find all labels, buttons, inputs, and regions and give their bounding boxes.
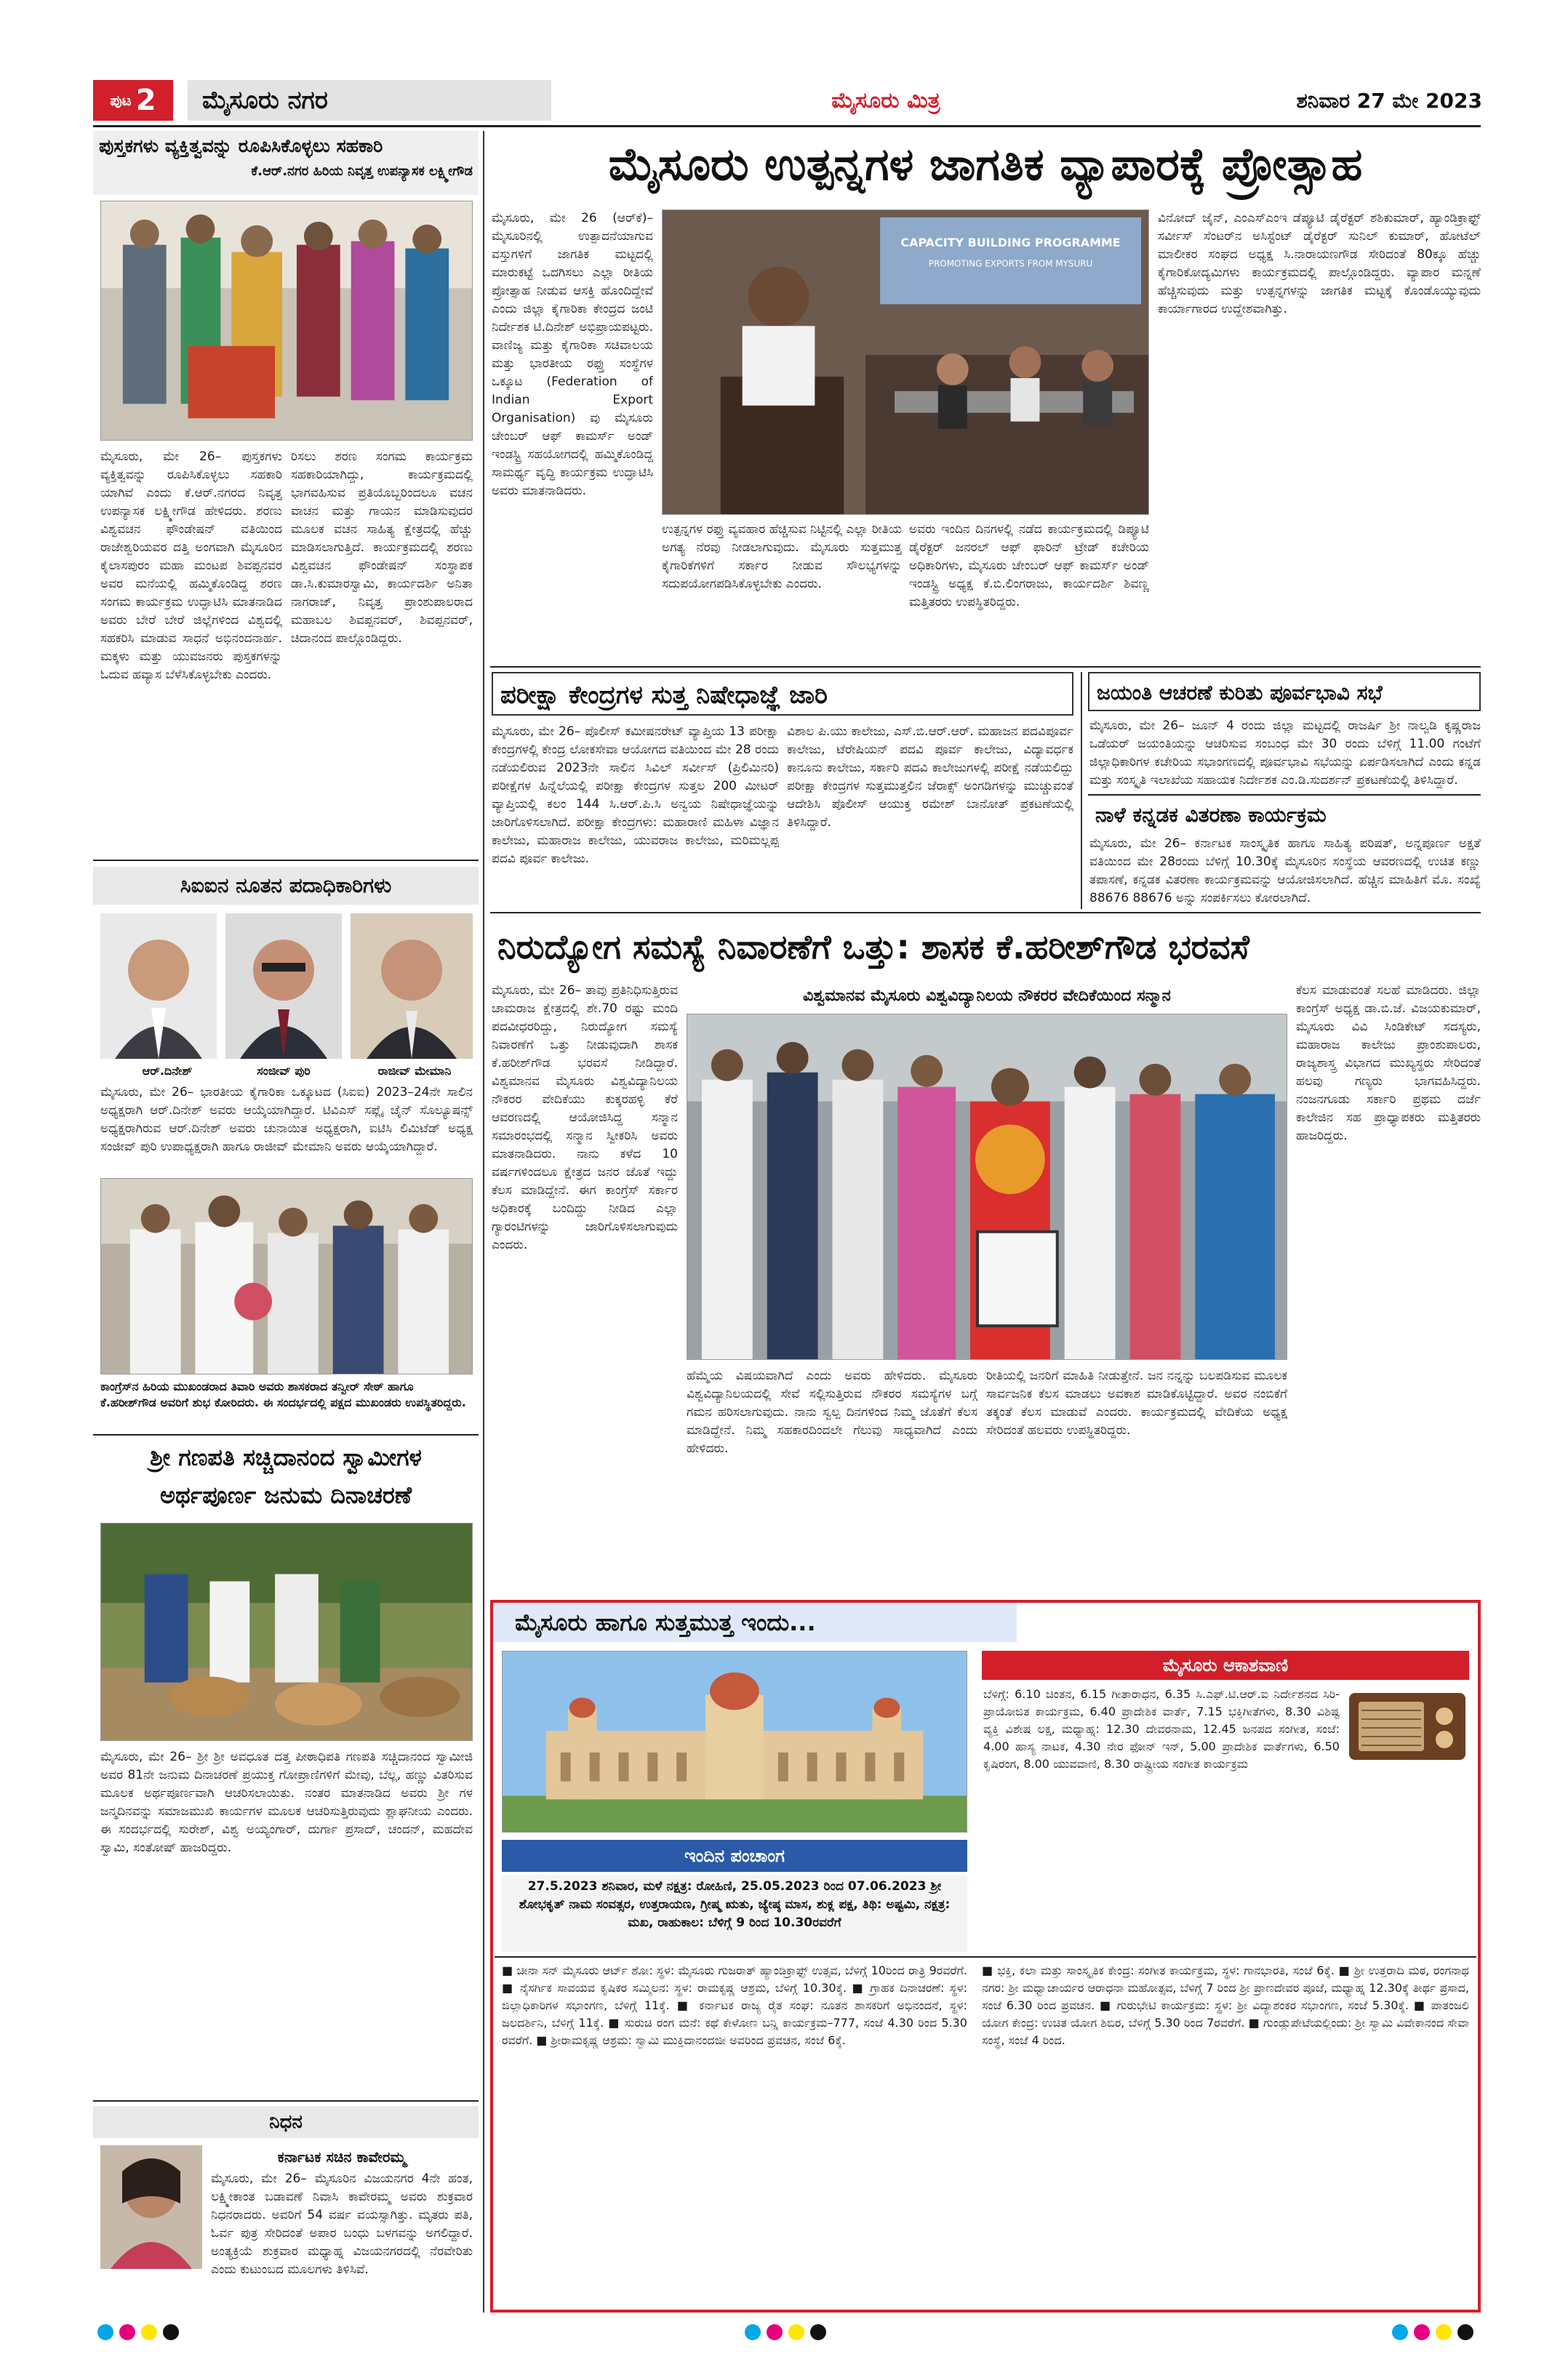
radio-heading-box [982, 1651, 1469, 1680]
mla-col2: ಹೆಮ್ಮೆಯ ವಿಷಯವಾಗಿದೆ ಎಂದು ಅವರು ಹೇಳಿದರು. ಮೈಸೂರು ವಿಶ್ವವಿದ್ಯಾನಿಲಯದಲ್ಲಿ ಸೇವೆ ಸಲ್ಲಿಸುತ್ತಿರುವ ನೌಕರರ ಸಮಸ್ಯೆಗಳ ಬಗ್ಗೆ ಗಮನ ಹರಿಸಲಾಗುವುದು. ನಾನು ಸ್ವಲ್ಪ ದಿನಗಳಿಂದ ನಿಮ್ಮ ಜೊತೆಗೆ ಕೆಲಸ ಮಾಡಿದ್ದೇನೆ. ನಿಮ್ಮ ಸಹಕಾರದಿಂದಲೇ ಗೆಲುವು ಸಾಧ್ಯವಾಗಿದೆ ಎಂದು ಹೇಳಿದರು. [687, 1369, 977, 1456]
portrait-sanjiv-puri [225, 913, 342, 1059]
events-left: ■ ಚೀನಾ ಸನ್ ಮೈಸೂರು ಆರ್ಟ್ ಶೋ: ಸ್ಥಳ: ಮೈಸೂರು ಗುಜರಾತ್ ಹ್ಯಾಂಡಿಕ್ರಾಫ್ಟ್ ಉತ್ಸವ, ಬೆಳಿಗ್ಗೆ 10ರಿಂದ ರಾತ್ರಿ 9ರವರೆಗೆ. ■ ನೈಸರ್ಗಿಕ ಸಾವಯವ ಕೃಷಿಕರ ಸಮ್ಮಿಲನ: ಸ್ಥಳ: ರಾಮಕೃಷ್ಣ ಆಶ್ರಮ, ಬೆಳಿಗ್ಗೆ 10.30ಕ್ಕೆ. ■ ಗ್ರಾಹಕ ದಿನಾಚರಣೆ: ಸ್ಥಳ: ಜಿಲ್ಲಾಧಿಕಾರಿಗಳ ಸಭಾಂಗಣ, ಬೆಳಿಗ್ಗೆ 11ಕ್ಕೆ. ■ ಕರ್ನಾಟಕ ರಾಜ್ಯ ರೈತ ಸಂಘ: ನೂತನ ಶಾಸಕರಿಗೆ ಅಭಿನಂದನೆ, ಸ್ಥಳ: ಜಲದರ್ಶಿನಿ, ಬೆಳಿಗ್ಗೆ 11ಕ್ಕೆ. ■ ಸುರುಚಿ ರಂಗ ಮನೆ: ಕಥೆ ಕೇಳೋಣ ಬನ್ನಿ ಕಾರ್ಯಕ್ರಮ–777, ಸಂಜೆ 4.30 ರಿಂದ 5.30 ರವರೆಗೆ. ■ ಶ್ರೀರಾಮಕೃಷ್ಣ ಆಶ್ರಮ: ಸ್ವಾಮಿ ಮುಕ್ತಿದಾನಂದಜೀ ಅವರಿಂದ ಪ್ರವಚನ, ಸಂಜೆ 6ಕ್ಕೆ. [502, 1963, 967, 2047]
reg-mark-cyan-mid [745, 2324, 761, 2340]
divider-kannadaka [1088, 794, 1481, 796]
reg-mark-black-left [163, 2324, 179, 2340]
radio-icon [1345, 1686, 1469, 1766]
reg-mark-cyan-right [1392, 2324, 1408, 2340]
radio-heading: ಮೈಸೂರು ಆಕಾಶವಾಣಿ [1162, 1655, 1289, 1676]
mla-col3: ರೀತಿಯಲ್ಲಿ ಜನರಿಗೆ ಮಾಹಿತಿ ನೀಡುತ್ತೇನೆ. ಜನ ನನ್ನನ್ನು ಬಲಪಡಿಸುವ ಮೂಲಕ ಸಾರ್ವಜನಿಕ ಕೆಲಸ ಮಾಡಲು ಅವಕಾಶ ಮಾಡಿಕೊಟ್ಟಿದ್ದಾರೆ. ಅವರ ನಂಬಿಕೆಗೆ ತಕ್ಕಂತೆ ಕೆಲಸ ಮಾಡುವೆ ಎಂದರು. ಕಾರ್ಯಕ್ರಮದಲ್ಲಿ ವೇದಿಕೆಯ ಅಧ್ಯಕ್ಷ ಸೇರಿದಂತೆ ಹಲವರು ಉಪಸ್ಥಿತರಿದ್ದರು. [986, 1369, 1287, 1438]
today-divider [495, 1956, 1476, 1958]
reg-mark-black-right [1457, 2324, 1473, 2340]
mla-headline [490, 918, 1481, 976]
divider-left-3 [93, 2100, 479, 2102]
paper-name: ಮೈಸೂರು ಮಿತ್ರ [831, 88, 940, 113]
left-top-col1: ಮೈಸೂರು, ಮೇ 26– ಪುಸ್ತಕಗಳು ವ್ಯಕ್ತಿತ್ವವನ್ನು ರೂಪಿಸಿಕೊಳ್ಳಲು ಸಹಕಾರಿ ಯಾಗಿವೆ ಎಂದು ಕೆ.ಆರ್.ನಗರದ ನಿವೃತ್ತ ಉಪನ್ಯಾಸಕ ಲಕ್ಷ್ಮೀಗೌಡ ಹೇಳಿದರು. ಶರಣು ವಿಶ್ವವಚನ ಫೌಂಡೇಷನ್ ವತಿಯಿಂದ ರಾಜೇಶ್ವರಿಯವರ ದತ್ತಿ ಅಂಗವಾಗಿ ಮೈಸೂರಿನ ಕೈಲಾಸಪುರಂ ಮಹಾ ಮಂಟಪ ಶಿವಪ್ಪನವರ ಅವರ ಮನೆಯಲ್ಲಿ ಹಮ್ಮಿಕೊಂಡಿದ್ದ ಶರಣ ಸಂಗಮ ಕಾರ್ಯಕ್ರಮ ಉದ್ಘಾಟಿಸಿ ಮಾತನಾಡಿದ ಅವರು ಬೇರೆ ಬೇರೆ ಜಿಲ್ಲೆಗಳಿಂದ ವಿಶ್ವದಲ್ಲಿ ಸಹಕರಿಸಿ ಮಾಡುವ ಸಾಧನೆ ಅಭಿನಂದನಾರ್ಹ. ಮಕ್ಕಳು ಮತ್ತು ಯುವಜನರು ಪುಸ್ತಕಗಳನ್ನು ಓದುವ ಹವ್ಯಾಸ ಬೆಳೆಸಿಕೊಳ್ಳಬೇಕು ಎಂದರು. [100, 449, 282, 682]
reg-mark-yellow-left [141, 2324, 157, 2340]
jayanthi-body: ಮೈಸೂರು, ಮೇ 26– ಜೂನ್ 4 ರಂದು ಜಿಲ್ಲಾ ಮಟ್ಟದಲ್ಲಿ ರಾಜರ್ಷಿ ಶ್ರೀ ನಾಲ್ವಡಿ ಕೃಷ್ಣರಾಜ ಒಡೆಯರ್ ಜಯಂತಿಯನ್ನು ಆಚರಿಸುವ ಸಂಬಂಧ ಮೇ 30 ರಂದು ಬೆಳಿಗ್ಗೆ 11.00 ಗಂಟೆಗೆ ಜಿಲ್ಲಾಧಿಕಾರಿಗಳ ಕಚೇರಿಯ ಸಭಾಂಗಣದಲ್ಲಿ ಪೂರ್ವಭಾವಿ ಸಭೆಯನ್ನು ಏರ್ಪಡಿಸಲಾಗಿದೆ ಎಂದು ಕನ್ನಡ ಮತ್ತು ಸಂಸ್ಕೃತಿ ಇಲಾಖೆಯ ಸಹಾಯಕ ನಿರ್ದೇಶಕ ಎಂ.ಡಿ.ಸುದರ್ಶನ್ ಪ್ರಕಟಣೆಯಲ್ಲಿ ತಿಳಿಸಿದ್ದಾರೆ. [1089, 718, 1481, 788]
lead-headline: ಮೈಸೂರು ಉತ್ಪನ್ನಗಳ ಜಾಗತಿಕ ವ್ಯಾಪಾರಕ್ಕೆ ಪ್ರೋತ್ಸಾಹ [608, 137, 1363, 191]
portrait-dinesh [100, 913, 217, 1059]
ganapathi-body: ಮೈಸೂರು, ಮೇ 26– ಶ್ರೀ ಶ್ರೀ ಅವಧೂತ ದತ್ತ ಪೀಠಾಧಿಪತಿ ಗಣಪತಿ ಸಚ್ಚಿದಾನಂದ ಸ್ವಾಮೀಜಿ ಅವರ 81ನೇ ಜನುಮ ದಿನಾಚರಣೆ ಪ್ರಯುಕ್ತ ಗೋಪ್ರಾಣಿಗಳಿಗೆ ಮೇವು, ಬೆಲ್ಲ, ಹಣ್ಣು ವಿತರಿಸುವ ಮೂಲಕ ಅರ್ಥಪೂರ್ಣವಾಗಿ ಆಚರಿಸಲಾಯಿತು. ನಂತರ ಮಾತನಾಡಿದ ಅವರು ಶ್ರೀ ಗಳ ಜನ್ಮದಿನವನ್ನು ಸಮಾಜಮುಖಿ ಕಾರ್ಯಗಳ ಮೂಲಕ ಆಚರಿಸುತ್ತಿರುವುದು ಶ್ಲಾಘನೀಯ ಎಂದರು. ಈ ಸಂದರ್ಭದಲ್ಲಿ ಸುರೇಶ್, ವಿಶ್ವ ಅಯ್ಯಂಗಾರ್, ದುರ್ಗಾ ಪ್ರಸಾದ್, ಚಂದನ್, ಮಹದೇವ ಸ್ವಾಮಿ, ಸಂತೋಷ್ ಹಾಜರಿದ್ದರು. [100, 1750, 473, 1855]
mla-photo-head: ವಿಶ್ವಮಾನವ ಮೈಸೂರು ವಿಶ್ವವಿದ್ಯಾನಿಲಯ ನೌಕರರ ವೇದಿಕೆಯಿಂದ ಸನ್ಮಾನ [803, 987, 1171, 1005]
page-date: ಶನಿವಾರ 27 ಮೇ 2023 [1296, 89, 1482, 113]
banner-line-1: CAPACITY BUILDING PROGRAMME [900, 235, 1121, 249]
kannadaka-headline: ನಾಳೆ ಕನ್ನಡಕ ವಿತರಣಾ ಕಾರ್ಯಕ್ರಮ [1095, 803, 1327, 827]
books-event-photo [100, 201, 473, 441]
masthead-rule [93, 125, 1481, 127]
reg-mark-black-mid [810, 2324, 826, 2340]
reg-mark-yellow-mid [788, 2324, 804, 2340]
cii-heading: ಸಿಐಐನ ನೂತನ ಪದಾಧಿಕಾರಿಗಳು [180, 873, 392, 897]
obit-name: ಕರ್ನಾಟಕ ಸಚಿನ ಕಾವೇರಮ್ಮ [277, 2148, 407, 2166]
lead-conference-photo [662, 209, 1149, 515]
exam-col1: ಮೈಸೂರು, ಮೇ 26– ಪೊಲೀಸ್ ಕಮೀಷನರೇಟ್ ವ್ಯಾಪ್ತಿಯ 13 ಪರೀಕ್ಷಾ ಕೇಂದ್ರಗಳಲ್ಲಿ ಕೇಂದ್ರ ಲೋಕಸೇವಾ ಆಯೋಗದ ವತಿಯಿಂದ ಮೇ 28 ರಂದು ನಡೆಯಲಿರುವ 2023ನೇ ಸಾಲಿನ ಸಿವಿಲ್ ಸರ್ವೀಸ್ (ಪ್ರಿಲಿಮಿನರಿ) ಪರೀಕ್ಷೆಗಳ ಹಿನ್ನೆಲೆಯಲ್ಲಿ ಪರೀಕ್ಷಾ ಕೇಂದ್ರಗಳ ಸುತ್ತಲ 200 ಮೀಟರ್ ವ್ಯಾಪ್ತಿಯಲ್ಲಿ ಕಲಂ 144 ಸಿ.ಆರ್.ಪಿ.ಸಿ ಅನ್ವಯ ನಿಷೇಧಾಜ್ಞೆಯನ್ನು ಜಾರಿಗೊಳಿಸಲಾಗಿದೆ. ಪರೀಕ್ಷಾ ಕೇಂದ್ರಗಳು: ಮಹಾರಾಣಿ ಮಹಿಳಾ ವಿಜ್ಞಾನ ಕಾಲೇಜು, ಮಹಾರಾಜ ಕಾಲೇಜು, ಯುವರಾಜ ಕಾಲೇಜು, ಮರಿಮಲ್ಲಪ್ಪ ಪದವಿ ಪೂರ್ವ ಕಾಲೇಜು. [492, 724, 779, 866]
exam-headline: ಪರೀಕ್ಷಾ ಕೇಂದ್ರಗಳ ಸುತ್ತ ನಿಷೇಧಾಜ್ಞೆ ಜಾರಿ [492, 672, 1073, 716]
left-top-subhead: ಕೆ.ಆರ್.ನಗರ ಹಿರಿಯ ನಿವೃತ್ತ ಉಪನ್ಯಾಸಕ ಲಕ್ಷ್ಮೀಗೌಡ [251, 164, 473, 179]
obit-heading: ನಿಧನ [269, 2111, 303, 2133]
mysuru-today-heading-bar [493, 1603, 1017, 1642]
divider-mid-1 [490, 666, 1481, 668]
congress-caption: ಕಾಂಗ್ರೆಸ್‌ನ ಹಿರಿಯ ಮುಖಂಡರಾದ ತಿವಾರಿ ಅವರು ಶಾಸಕರಾದ ತನ್ವೀರ್ ಸೇಠ್ ಹಾಗೂ ಕೆ.ಹರೀಶ್‌ಗೌಡ ಅವರಿಗೆ ಶುಭ ಕೋರಿದರು. ಈ ಸಂದರ್ಭದಲ್ಲಿ ಪಕ್ಷದ ಮುಖಂಡರು ಉಪಸ್ಥಿತರಿದ್ದರು. [100, 1380, 466, 1409]
left-top-col2: ರಿಸಲು ಶರಣ ಸಂಗಮ ಕಾರ್ಯಕ್ರಮ ಸಹಕಾರಿಯಾಗಿದ್ದು, ಕಾರ್ಯಕ್ರಮದಲ್ಲಿ ಭಾಗವಹಿಸುವ ಪ್ರತಿಯೊಬ್ಬರಿಂದಲೂ ವಚನ ವಾಚನ ಮತ್ತು ಗಾಯನ ಮಾಡಿಸುವುದರ ಮೂಲಕ ವಚನ ಸಾಹಿತ್ಯ ಕ್ಷೇತ್ರದಲ್ಲಿ ಹೆಚ್ಚು ಮಾಡಿಸಲಾಗುತ್ತಿದೆ. ಕಾರ್ಯಕ್ರಮದಲ್ಲಿ ಶರಣು ವಿಶ್ವವಚನ ಫೌಂಡೇಷನ್ ಸಂಸ್ಥಾಪಕ ಡಾ.ಸಿ.ಕುಮಾರಸ್ವಾಮಿ, ಕಾರ್ಯದರ್ಶಿ ಅನಿತಾ ನಾಗರಾಜ್, ನಿವೃತ್ತ ಪ್ರಾಂಶುಪಾಲರಾದ ಮಹಾಬಲ ಶಿವಪ್ಪನವರ್, ಶಿವಪ್ಪನವರ್, ಚಿದಾನಂದ ಪಾಲ್ಗೊಂಡಿದ್ದರು. [291, 449, 473, 646]
events-right: ■ ಭಕ್ತಿ, ಕಲಾ ಮತ್ತು ಸಾಂಸ್ಕೃತಿಕ ಕೇಂದ್ರ: ಸಂಗೀತ ಕಾರ್ಯಕ್ರಮ, ಸ್ಥಳ: ಗಾನಭಾರತಿ, ಸಂಜೆ 6ಕ್ಕೆ. ■ ಶ್ರೀ ಉತ್ತರಾದಿ ಮಠ, ರಂಗನಾಥ ನಗರ: ಶ್ರೀ ಮಧ್ವಾಚಾರ್ಯರ ಆರಾಧನಾ ಮಹೋತ್ಸವ, ಬೆಳಿಗ್ಗೆ 7 ರಿಂದ ಶ್ರೀ ಪ್ರಾಣದೇವರ ಪೂಜೆ, ಮಧ್ಯಾಹ್ನ 12.30ಕ್ಕೆ ತೀರ್ಥ ಪ್ರಸಾದ, ಸಂಜೆ 6.30 ರಿಂದ ಪ್ರವಚನ. ■ ಗುರುಭೇಟಿ ಕಾರ್ಯಕ್ರಮ: ಸ್ಥಳ: ಶ್ರೀ ವಿದ್ಯಾಶಂಕರ ಸಭಾಂಗಣ, ಸಂಜೆ 5.30ಕ್ಕೆ. ■ ಪಾತಂಜಲಿ ಯೋಗ ಕೇಂದ್ರ: ಉಚಿತ ಯೋಗ ಶಿಬಿರ, ಬೆಳಿಗ್ಗೆ 5.30 ರಿಂದ 7ರವರೆಗೆ. ■ ಗುಂಡ್ಲುಪೇಟೆಯಲ್ಲಿಂದು: ಶ್ರೀ ಸ್ವಾಮಿ ವಿವೇಕಾನಂದ ಸೇವಾ ಸಂಸ್ಥೆ, ಸಂಜೆ 4 ರಿಂದ. [982, 1963, 1469, 2047]
cii-name-3: ರಾಜೀವ್ ಮೇಮಾನಿ [377, 1064, 452, 1078]
ganapathi-headline-box [93, 1438, 479, 1518]
page-number: 2 [135, 84, 156, 117]
panchanga-text: 27.5.2023 ಶನಿವಾರ, ಮಳೆ ನಕ್ಷತ್ರ: ರೋಹಿಣಿ, 25.05.2023 ರಿಂದ 07.06.2023 ಶ್ರೀ ಶೋಭಕೃತ್ ನಾಮ ಸಂವತ್ಸರ, ಉತ್ತರಾಯಣ, ಗ್ರೀಷ್ಮ ಋತು, ಜ್ಯೇಷ್ಠ ಮಾಸ, ಶುಕ್ಲ ಪಕ್ಷ, ತಿಥಿ: ಅಷ್ಟಮಿ, ನಕ್ಷತ್ರ: ಮಖ, ರಾಹುಕಾಲ: ಬೆಳಿಗ್ಗೆ 9 ರಿಂದ 10.30ರವರೆಗೆ [502, 1875, 967, 1952]
divider-mid-2 [490, 912, 1481, 913]
mla-headline-text: ನಿರುದ್ಯೋಗ ಸಮಸ್ಯೆ ನಿವಾರಣೆಗೆ ಒತ್ತು: ಶಾಸಕ ಕೆ.ಹರೀಶ್‌ಗೌಡ ಭರವಸೆ [497, 927, 1249, 966]
lead-col1: ಮೈಸೂರು, ಮೇ 26 (ಆರ್‌ಕೆ)– ಮೈಸೂರಿನಲ್ಲಿ ಉತ್ಪಾದನೆಯಾಗುವ ವಸ್ತುಗಳಿಗೆ ಜಾಗತಿಕ ಮಟ್ಟದಲ್ಲಿ ಮಾರುಕಟ್ಟೆ ಒದಗಿಸಲು ಎಲ್ಲಾ ರೀತಿಯ ಪ್ರೋತ್ಸಾಹ ನೀಡುವ ಆಸಕ್ತಿ ಹೊಂದಿದ್ದೇವೆ ಎಂದು ಜಿಲ್ಲಾ ಕೈಗಾರಿಕಾ ಕೇಂದ್ರದ ಜಂಟಿ ನಿರ್ದೇಶಕ ಟಿ.ದಿನೇಶ್ ಅಭಿಪ್ರಾಯಪಟ್ಟರು. ವಾಣಿಜ್ಯ ಮತ್ತು ಕೈಗಾರಿಕಾ ಸಚಿವಾಲಯ ಮತ್ತು ಭಾರತೀಯ ರಫ್ತು ಸಂಸ್ಥೆಗಳ ಒಕ್ಕೂಟ (Federation of Indian Export Organisation) ವು ಮೈಸೂರು ಚೇಂಬರ್ ಆಫ್ ಕಾಮರ್ಸ್ ಅಂಡ್ ಇಂಡಸ್ಟ್ರಿ ಸಹಯೋಗದಲ್ಲಿ ಹಮ್ಮಿಕೊಂಡಿದ್ದ ಸಾಮರ್ಥ್ಯ ವೃದ್ಧಿ ಕಾರ್ಯಕ್ರಮ ಉದ್ಘಾಟಿಸಿ ಅವರು ಮಾತನಾಡಿದರು. [492, 211, 653, 498]
page-number-badge [93, 80, 173, 121]
mysuru-today-heading: ಮೈಸೂರು ಹಾಗೂ ಸುತ್ತಮುತ್ತ ಇಂದು... [515, 1609, 816, 1636]
lead-col4: ವಿನೋದ್ ಜೈನ್, ಎಂಎಸ್‌ಎಂಇ ಡೆಪ್ಯೂಟಿ ಡೈರೆಕ್ಟರ್ ಶಶಿಕುಮಾರ್, ಹ್ಯಾಂಡಿಕ್ರಾಫ್ಟ್ ಸರ್ವೀಸ್ ಸೆಂಟರ್‌ನ ಅಸಿಸ್ಟೆಂಟ್ ಡೈರೆಕ್ಟರ್ ಸುನಿಲ್ ಕುಮಾರ್, ಹೋಟೆಲ್ ಮಾಲೀಕರ ಸಂಘದ ಅಧ್ಯಕ್ಷ ಸಿ.ನಾರಾಯಣಗೌಡ ಸೇರಿದಂತೆ 80ಕ್ಕೂ ಹೆಚ್ಚು ಕೈಗಾರಿಕೋದ್ಯಮಿಗಳು ಕಾರ್ಯಕ್ರಮದಲ್ಲಿ ಪಾಲ್ಗೊಂಡಿದ್ದರು. ವ್ಯಾಪಾರ ಮನ್ನಣೆ ಹೆಚ್ಚಿಸುವುದು ಮತ್ತು ಉತ್ಪನ್ನಗಳನ್ನು ಜಾಗತಿಕ ಮಟ್ಟಕ್ಕೆ ಕೊಂಡೊಯ್ಯುವುದು ಕಾರ್ಯಾಗಾರದ ಉದ್ದೇಶವಾಗಿತ್ತು. [1158, 211, 1481, 316]
column-rule-exam [1081, 672, 1082, 909]
mla-felicitation-photo [687, 1014, 1287, 1360]
palace-photo [502, 1651, 967, 1833]
divider-left-2 [93, 1434, 479, 1436]
panchanga-heading: ಇಂದಿನ ಪಂಚಾಂಗ [684, 1846, 785, 1866]
congress-leaders-photo [100, 1178, 473, 1374]
reg-mark-magenta-right [1414, 2324, 1430, 2340]
divider-left-1 [93, 860, 479, 861]
section-title: ಮೈಸೂರು ನಗರ [188, 80, 551, 121]
kannadaka-body: ಮೈಸೂರು, ಮೇ 26– ಕರ್ನಾಟಕ ಸಾಂಸ್ಕೃತಿಕ ಹಾಗೂ ಸಾಹಿತ್ಯ ಪರಿಷತ್, ಅನ್ನಪೂರ್ಣ ಅಕ್ಷತೆ ವತಿಯಿಂದ ಮೇ 28ರಂದು ಬೆಳಿಗ್ಗೆ 10.30ಕ್ಕೆ ಮೈಸೂರಿನ ಸಂಸ್ಥೆಯ ಆವರಣದಲ್ಲಿ ಉಚಿತ ಕಣ್ಣು ತಪಾಸಣೆ, ಕನ್ನಡಕ ವಿತರಣಾ ಕಾರ್ಯಕ್ರಮವನ್ನು ಆಯೋಜಿಸಲಾಗಿದೆ. ಹೆಚ್ಚಿನ ಮಾಹಿತಿಗೆ ಮೊ. ಸಂಖ್ಯೆ 88676 88676 ಅನ್ನು ಸಂಪರ್ಕಿಸಲು ಕೋರಲಾಗಿದೆ. [1089, 836, 1481, 905]
masthead [86, 80, 1482, 125]
left-top-headline: ಪುಸ್ತಕಗಳು ವ್ಯಕ್ತಿತ್ವವನ್ನು ರೂಪಿಸಿಕೊಳ್ಳಲು ಸಹಕಾರಿ [99, 135, 383, 156]
reg-mark-magenta-left [119, 2324, 135, 2340]
obit-portrait [100, 2145, 202, 2269]
obit-body: ಮೈಸೂರು, ಮೇ 26– ಮೈಸೂರಿನ ವಿಜಯನಗರ 4ನೇ ಹಂತ, ಲಕ್ಷ್ಮೀಕಾಂತ ಬಡಾವಣೆ ನಿವಾಸಿ ಕಾವೇರಮ್ಮ ಅವರು ಶುಕ್ರವಾರ ನಿಧನರಾದರು. ಅವರಿಗೆ 54 ವರ್ಷ ವಯಸ್ಸಾಗಿತ್ತು. ಮೃತರು ಪತಿ, ಓರ್ವ ಪುತ್ರ ಸೇರಿದಂತೆ ಅಪಾರ ಬಂಧು ಬಳಗವನ್ನು ಅಗಲಿದ್ದಾರೆ. ಅಂತ್ಯಕ್ರಿಯೆ ಶುಕ್ರವಾರ ಮಧ್ಯಾಹ್ನ ವಿಜಯನಗರದಲ್ಲಿ ನೆರವೇರಿತು ಎಂದು ಕುಟುಂಬದ ಮೂಲಗಳು ತಿಳಿಸಿವೆ. [211, 2171, 473, 2277]
cii-heading-box [93, 867, 479, 905]
portrait-rajeev-memani [351, 913, 473, 1059]
reg-mark-magenta-mid [767, 2324, 783, 2340]
jayanthi-headline: ಜಯಂತಿ ಆಚರಣೆ ಕುರಿತು ಪೂರ್ವಭಾವಿ ಸಭೆ [1088, 672, 1481, 711]
cii-name-1: ಆರ್.ದಿನೇಶ್ [142, 1064, 193, 1078]
reg-mark-yellow-right [1436, 2324, 1452, 2340]
lead-col3: ಅವರು ಇಂದಿನ ದಿನಗಳಲ್ಲಿ ನಡೆದ ಕಾರ್ಯಕ್ರಮದಲ್ಲಿ ಡಿಪ್ಯೂಟಿ ಡೈರೆಕ್ಟರ್ ಜನರಲ್ ಆಫ್ ಫಾರಿನ್ ಟ್ರೇಡ್ ಕಚೇರಿಯ ಅಧಿಕಾರಿಗಳು, ಮೈಸೂರು ಚೇಂಬರ್ ಆಫ್ ಕಾಮರ್ಸ್ ಅಂಡ್ ಇಂಡಸ್ಟ್ರಿ ಅಧ್ಯಕ್ಷ ಕೆ.ಬಿ.ಲಿಂಗರಾಜು, ಕಾರ್ಯದರ್ಶಿ ಶಿವಣ್ಣ ಮತ್ತಿತರರು ಉಪಸ್ಥಿತರಿದ್ದರು. [909, 522, 1149, 609]
cii-body: ಮೈಸೂರು, ಮೇ 26– ಭಾರತೀಯ ಕೈಗಾರಿಕಾ ಒಕ್ಕೂಟದ (ಸಿಐಐ) 2023–24ನೇ ಸಾಲಿನ ಅಧ್ಯಕ್ಷರಾಗಿ ಆರ್.ದಿನೇಶ್ ಅವರು ಆಯ್ಕೆಯಾಗಿದ್ದಾರೆ. ಟಿವಿಎಸ್ ಸಪ್ಲೈ ಚೈನ್ ಸೊಲ್ಯೂಷನ್ಸ್ ಅಧ್ಯಕ್ಷರಾಗಿರುವ ಆರ್.ದಿನೇಶ್ ಅವರು ಚುನಾಯಿತ ಅಧ್ಯಕ್ಷರಾಗಿ, ಐಟಿಸಿ ಲಿಮಿಟೆಡ್ ಅಧ್ಯಕ್ಷ ಸಂಜೀವ್ ಪುರಿ ಉಪಾಧ್ಯಕ್ಷರಾಗಿ ಹಾಗೂ ರಾಜೀವ್ ಮೇಮಾನಿ ಅವರು ಆಯ್ಕೆಯಾಗಿದ್ದಾರೆ. [100, 1085, 473, 1154]
ganapathi-headline-2: ಅರ್ಥಪೂರ್ಣ ಜನುಮ ದಿನಾಚರಣೆ [159, 1481, 412, 1509]
banner-line-2: PROMOTING EXPORTS FROM MYSURU [928, 258, 1093, 269]
cattle-feeding-photo [100, 1523, 473, 1741]
reg-mark-cyan-left [97, 2324, 113, 2340]
column-rule-left [483, 131, 484, 2313]
left-top-headline-box [93, 131, 479, 195]
exam-col2: ವಿಶಾಲ ಪಿ.ಯು ಕಾಲೇಜು, ಎಸ್.ಬಿ.ಆರ್.ಆರ್. ಮಹಾಜನ ಪದವಿಪೂರ್ವ ಕಾಲೇಜು, ಟೆರೇಷಿಯನ್ ಪದವಿ ಪೂರ್ವ ಕಾಲೇಜು, ವಿದ್ಯಾವರ್ಧಕ ಕಾನೂನು ಕಾಲೇಜು, ಸರ್ಕಾರಿ ಪದವಿ ಕಾಲೇಜುಗಳಲ್ಲಿ ಪರೀಕ್ಷೆ ನಡೆಯಲಿದ್ದು ಪರೀಕ್ಷಾ ಕೇಂದ್ರಗಳ ಸುತ್ತಮುತ್ತಲಿನ ಜೆರಾಕ್ಸ್ ಅಂಗಡಿಗಳನ್ನು ಮುಚ್ಚುವಂತೆ ಆದೇಶಿಸಿ ಪೊಲೀಸ್ ಆಯುಕ್ತ ರಮೇಶ್ ಬಾನೋತ್ ಪ್ರಕಟಣೆಯಲ್ಲಿ ತಿಳಿಸಿದ್ದಾರೆ. [787, 724, 1073, 830]
panchanga-heading-box [502, 1840, 967, 1872]
page-label: ಪುಟ [110, 92, 132, 109]
cii-name-2: ಸಂಜೀವ್ ಪುರಿ [257, 1064, 311, 1078]
ganapathi-headline-1: ಶ್ರೀ ಗಣಪತಿ ಸಚ್ಚಿದಾನಂದ ಸ್ವಾಮೀಗಳ [150, 1444, 422, 1471]
lead-col2: ಉತ್ಪನ್ನಗಳ ರಫ್ತು ವ್ಯವಹಾರ ಹೆಚ್ಚಿಸುವ ನಿಟ್ಟಿನಲ್ಲಿ ಎಲ್ಲಾ ರೀತಿಯ ಅಗತ್ಯ ನೆರವು ನೀಡಲಾಗುವುದು. ಮೈಸೂರು ಸುತ್ತಮುತ್ತ ಕೈಗಾರಿಕೆಗಳಿಗೆ ಸರ್ಕಾರ ನೀಡುವ ಸೌಲಭ್ಯಗಳನ್ನು ಸದುಪಯೋಗಪಡಿಸಿಕೊಳ್ಳಬೇಕು ಎಂದರು. [662, 522, 902, 591]
radio-text: ಬೆಳಿಗ್ಗೆ: 6.10 ಚಿಂತನ, 6.15 ಗೀತಾರಾಧನ, 6.35 ಸಿ.ಎಫ್.ಟಿ.ಆರ್.ಐ ನಿರ್ದೇಶನದ ಸಿರಿ-ಪ್ರಾಯೋಜಿತ ಕಾರ್ಯಕ್ರಮ, 6.40 ಪ್ರಾದೇಶಿಕ ವಾರ್ತೆ, 7.15 ಭಕ್ತಿಗೀತೆಗಳು, 8.30 ವಿಶಿಷ್ಟ ವ್ಯಕ್ತಿ ವಿಶೇಷ ಲಕ್ಷ, ಮಧ್ಯಾಹ್ನ: 12.30 ದೇವರನಾಮ, 12.45 ಜನಪದ ಸಂಗೀತ, ಸಂಜೆ: 4.00 ಹಾಸ್ಯ ನಾಟಕ, 4.30 ನೇರ ಫೋನ್ ಇನ್, 5.00 ಪ್ರಾದೇಶಿಕ ವಾರ್ತೆಗಳು, 6.50 ಕೃಷಿರಂಗ, 8.00 ಯುವವಾಣಿ, 8.30 ರಾಷ್ಟ್ರೀಯ ಸಂಗೀತ ಕಾರ್ಯಕ್ರಮ [983, 1687, 1340, 1771]
mla-col4: ಕೆಲಸ ಮಾಡುವಂತೆ ಸಲಹೆ ಮಾಡಿದರು. ಜಿಲ್ಲಾ ಕಾಂಗ್ರೆಸ್ ಅಧ್ಯಕ್ಷ ಡಾ.ಬಿ.ಜೆ. ವಿಜಯಕುಮಾರ್, ಮೈಸೂರು ವಿವಿ ಸಿಂಡಿಕೇಟ್ ಸದಸ್ಯರು, ಮಹಾರಾಜ ಕಾಲೇಜು ಪ್ರಾಂಶುಪಾಲರು, ರಾಜ್ಯಶಾಸ್ತ್ರ ವಿಭಾಗದ ಮುಖ್ಯಸ್ಥರು ಸೇರಿದಂತೆ ಹಲವು ಗಣ್ಯರು ಭಾಗವಹಿಸಿದ್ದರು. ನಂಜನಗೂಡು ಸರ್ಕಾರಿ ಪ್ರಥಮ ದರ್ಜೆ ಕಾಲೇಜಿನ ಸಹ ಪ್ರಾಧ್ಯಾಪಕರು ಮತ್ತಿತರರು ಹಾಜರಿದ್ದರು. [1296, 983, 1481, 1143]
obit-heading-box [93, 2106, 479, 2138]
mla-col1: ಮೈಸೂರು, ಮೇ 26– ತಾವು ಪ್ರತಿನಿಧಿಸುತ್ತಿರುವ ಚಾಮರಾಜ ಕ್ಷೇತ್ರದಲ್ಲಿ ಶೇ.70 ರಷ್ಟು ಮಂದಿ ಪದವೀಧರರಿದ್ದು, ನಿರುದ್ಯೋಗ ಸಮಸ್ಯೆ ನಿವಾರಣೆಗೆ ಒತ್ತು ನೀಡುವುದಾಗಿ ಶಾಸಕ ಕೆ.ಹರೀಶ್‌ಗೌಡ ಭರವಸೆ ನೀಡಿದ್ದಾರೆ. ವಿಶ್ವಮಾನವ ಮೈಸೂರು ವಿಶ್ವವಿದ್ಯಾನಿಲಯ ನೌಕರರ ವೇದಿಕೆಯು ಕುಕ್ಕರಹಳ್ಳಿ ಕೆರೆ ಆವರಣದಲ್ಲಿ ಆಯೋಜಿಸಿದ್ದ ಸನ್ಮಾನ ಸಮಾರಂಭದಲ್ಲಿ ಸನ್ಮಾನ ಸ್ವೀಕರಿಸಿ ಅವರು ಮಾತನಾಡಿದರು. ನಾನು ಕಳೆದ 10 ವರ್ಷಗಳಿಂದಲೂ ಕ್ಷೇತ್ರದ ಜನರ ಜೊತೆ ಇದ್ದು ಕೆಲಸ ಮಾಡಿದ್ದೇನೆ. ಈಗ ಕಾಂಗ್ರೆಸ್ ಸರ್ಕಾರ ಅಧಿಕಾರಕ್ಕೆ ಬಂದಿದ್ದು ನೀಡಿದ ಎಲ್ಲಾ ಗ್ಯಾರಂಟಿಗಳನ್ನು ಜಾರಿಗೊಳಿಸಲಾಗುವುದು ಎಂದರು. [492, 983, 678, 1252]
